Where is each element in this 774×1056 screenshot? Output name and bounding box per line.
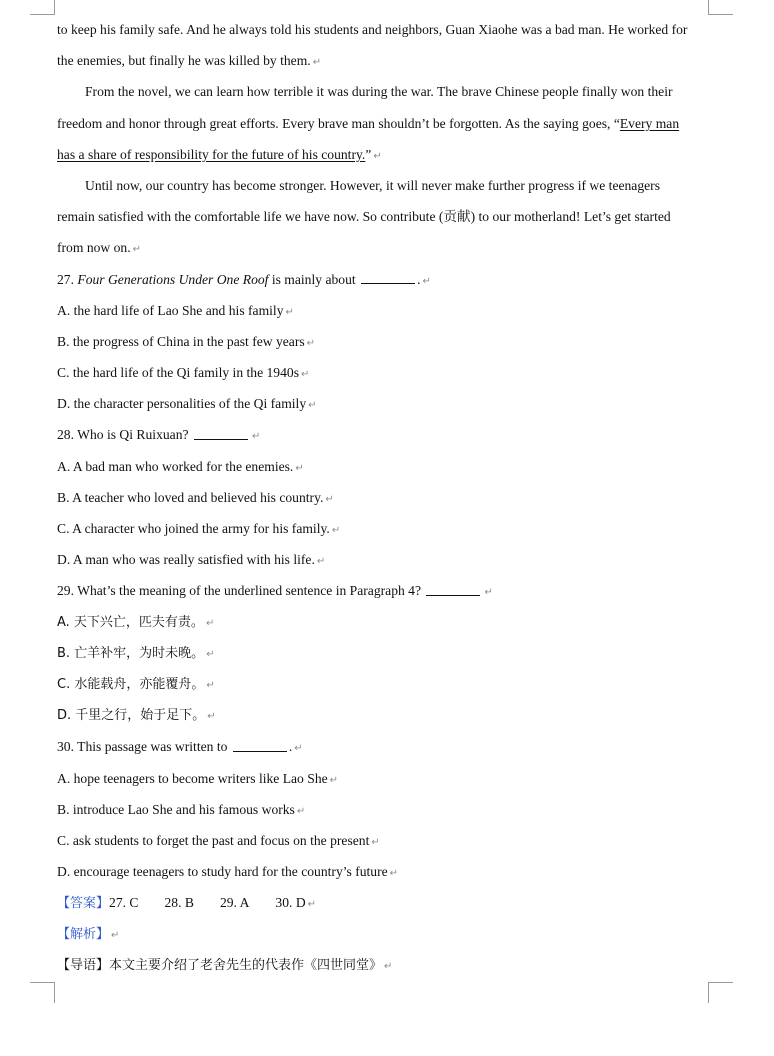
option — [57, 669, 709, 700]
question-text: 28. Who is Qi Ruixuan? — [57, 427, 189, 443]
paragraph-line — [57, 45, 709, 76]
question-stem — [57, 731, 709, 762]
paragraph-mark: ↵ — [331, 525, 341, 536]
option-text: D. A man who was really satisfied with his life. — [57, 552, 315, 568]
option-text: D. encourage teenagers to study hard for the country’s future — [57, 864, 388, 880]
crop-mark-bottom-right — [708, 982, 733, 1003]
option — [57, 763, 709, 794]
text-line: From the novel, we can learn how terrible it was during the war. The brave Chinese people finally won their — [85, 84, 673, 100]
paragraph-line — [57, 108, 709, 139]
paragraph-mark: ↵ — [484, 587, 493, 599]
paragraph-mark: ↵ — [373, 150, 382, 162]
paragraph-mark: ↵ — [371, 836, 380, 848]
close-quote: ” — [365, 146, 372, 162]
question-end: . — [417, 271, 421, 287]
paragraph-line — [57, 14, 709, 45]
answer-blank — [233, 750, 287, 752]
text-line: from now on. — [57, 240, 131, 256]
paragraph-mark: ↵ — [207, 711, 216, 723]
option-text: C. A character who joined the army for his family. — [57, 521, 330, 536]
paragraph-line — [57, 232, 709, 263]
option — [57, 295, 709, 326]
paragraph-mark: ↵ — [285, 306, 294, 318]
paragraph-mark: ↵ — [132, 244, 142, 256]
text-line: freedom and honor through great efforts. Every brave man shouldn’t be forgotten. As the saying goes, “ — [57, 115, 620, 131]
option — [57, 700, 709, 731]
question-text: is mainly about — [268, 271, 356, 287]
question-end: . — [288, 739, 293, 755]
crop-mark-top-right — [708, 0, 733, 15]
paragraph-mark: ↵ — [307, 899, 317, 911]
paragraph-mark: ↵ — [306, 337, 316, 349]
option-text: D. 千里之行，始于足下。 — [57, 708, 206, 724]
guide-text: 本文主要介绍了老舍先生的代表作《四世同堂》 — [109, 957, 383, 973]
text-line: remain satisfied with the comfortable life we have now. So contribute (贡献) to our motherland! Let’s get started — [57, 209, 671, 225]
option-text: A. 天下兴亡，匹夫有责。 — [57, 614, 204, 630]
book-title: Four Generations Under One Roof — [77, 271, 269, 287]
analysis-label: 【解析】 — [57, 927, 110, 943]
paragraph-mark: ↵ — [422, 275, 431, 287]
option-text: B. A teacher who loved and believed his country. — [57, 489, 324, 505]
paragraph-mark: ↵ — [111, 930, 120, 942]
answer-blank — [426, 594, 480, 596]
question-text: 29. What’s the meaning of the underlined sentence in Paragraph 4? — [57, 583, 422, 599]
option-text: A. A bad man who worked for the enemies. — [57, 458, 294, 474]
option-text: B. introduce Lao She and his famous works — [57, 801, 295, 817]
option-text: A. the hard life of Lao She and his family — [57, 302, 284, 318]
paragraph-mark: ↵ — [295, 462, 304, 474]
paragraph-mark: ↵ — [205, 617, 215, 629]
paragraph-mark: ↵ — [206, 648, 215, 660]
option — [57, 513, 709, 544]
paragraph-mark: ↵ — [389, 868, 399, 880]
crop-mark-bottom-left — [30, 982, 55, 1003]
paragraph-mark: ↵ — [296, 805, 306, 817]
answer-blank — [194, 438, 248, 440]
paragraph-line — [57, 139, 709, 170]
analysis-line — [57, 918, 709, 949]
crop-mark-top-left — [30, 0, 55, 15]
paragraph-mark: ↵ — [206, 679, 215, 691]
paragraph-mark: ↵ — [325, 493, 334, 505]
paragraph-mark: ↵ — [294, 743, 303, 755]
guide-label: 【导语】 — [57, 957, 110, 973]
answer-blank — [361, 282, 415, 284]
option — [57, 607, 709, 638]
option — [57, 482, 709, 513]
underlined-sentence: Every man — [619, 115, 680, 131]
option — [57, 326, 709, 357]
guide-line — [57, 950, 709, 981]
answer-item: 27. C — [109, 895, 139, 911]
option-text: A. hope teenagers to become writers like Lao She — [57, 770, 328, 786]
text-line: the enemies, but finally he was killed by them. — [57, 53, 311, 69]
option-text: C. ask students to forget the past and focus on the present — [57, 832, 370, 848]
question-number: 27. — [57, 271, 78, 287]
answer-line — [57, 887, 709, 918]
option-text: D. the character personalities of the Qi family — [57, 396, 307, 412]
option-text: B. 亡羊补牢，为时未晚。 — [57, 645, 205, 661]
paragraph-mark: ↵ — [301, 369, 310, 381]
option — [57, 638, 709, 669]
paragraph-mark: ↵ — [308, 400, 317, 412]
paragraph-line — [57, 170, 709, 201]
option-text: C. 水能载舟，亦能覆舟。 — [57, 676, 205, 692]
option — [57, 856, 709, 887]
text-line: Until now, our country has become stronger. However, it will never make further progress if we teenagers — [85, 177, 660, 193]
paragraph-mark: ↵ — [251, 431, 261, 443]
text-line: to keep his family safe. And he always told his students and neighbors, Guan Xiaohe was a bad man. He worked for — [57, 22, 688, 37]
option-text: C. the hard life of the Qi family in the 1940s — [57, 365, 299, 381]
question-text: 30. This passage was written to — [57, 739, 228, 755]
paragraph-line — [57, 76, 709, 107]
paragraph-mark: ↵ — [316, 556, 326, 568]
option — [57, 451, 709, 482]
answer-item: 30. D — [275, 895, 306, 911]
option-text: B. the progress of China in the past few years — [57, 333, 305, 349]
option — [57, 388, 709, 419]
paragraph-mark: ↵ — [312, 57, 322, 69]
document-page — [57, 14, 709, 981]
option — [57, 544, 709, 575]
answer-item: 28. B — [164, 895, 194, 911]
paragraph-line — [57, 201, 709, 232]
option — [57, 357, 709, 388]
question-stem — [57, 264, 709, 295]
answer-label: 【答案】 — [57, 896, 110, 912]
option — [57, 825, 709, 856]
question-stem — [57, 575, 709, 606]
paragraph-mark: ↵ — [329, 774, 339, 786]
underlined-sentence: has a share of responsibility for the future of his country. — [57, 146, 366, 162]
question-stem — [57, 419, 709, 450]
paragraph-mark: ↵ — [384, 960, 393, 972]
option — [57, 794, 709, 825]
answer-item: 29. A — [219, 895, 250, 911]
